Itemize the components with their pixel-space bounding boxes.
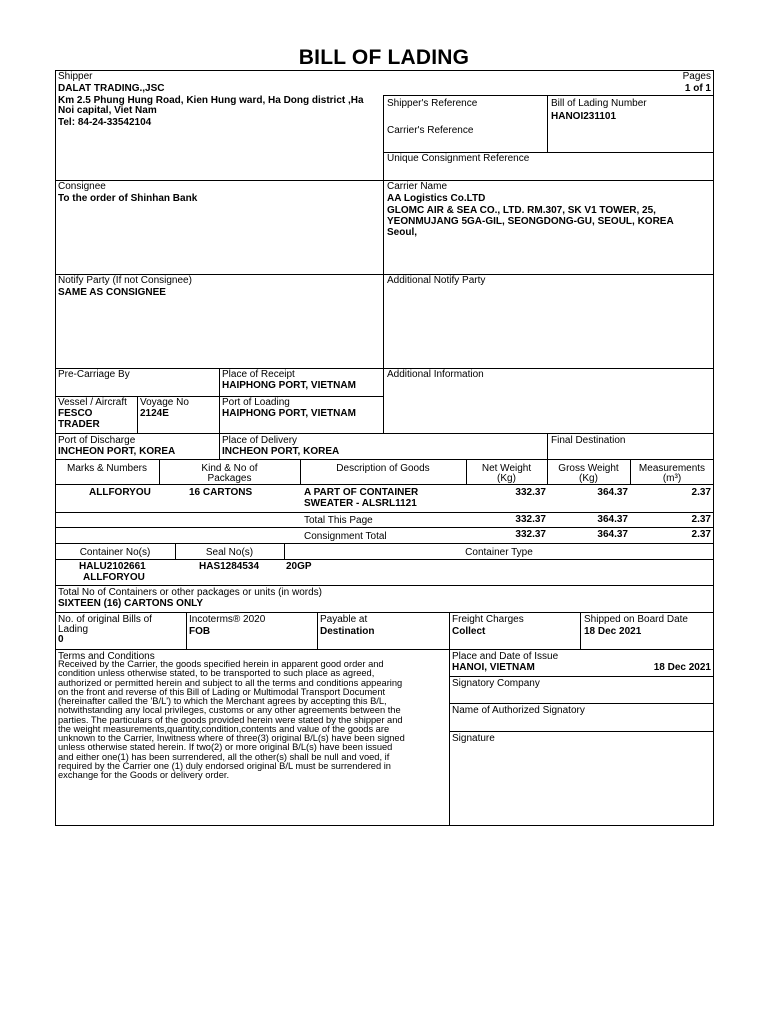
freight-charges-value: Collect xyxy=(452,626,486,637)
place-of-delivery-value: INCHEON PORT, KOREA xyxy=(222,446,340,457)
pages-value: 1 of 1 xyxy=(684,83,711,94)
goods-net-weight: 332.37 xyxy=(515,487,546,498)
terms-line: the weight measurements,quantity,condition,contents and value of the goods are xyxy=(58,723,390,734)
divider xyxy=(449,731,714,732)
goods-packages: 16 CARTONS xyxy=(189,487,253,498)
terms-line: condition unless otherwise stated, to be transported to such place as agreed, xyxy=(58,668,375,679)
divider xyxy=(55,512,714,513)
col-marks-header: Marks & Numbers xyxy=(66,463,147,474)
place-of-receipt-label: Place of Receipt xyxy=(222,369,295,380)
total-this-page-gross: 364.37 xyxy=(597,514,628,525)
notify-party-value: SAME AS CONSIGNEE xyxy=(58,287,166,298)
carrier-line3: YEONMUJANG 5GA-GIL, SEONGDONG-GU, SEOUL, KOREA xyxy=(387,216,674,227)
total-packages-label: Total No of Containers or other packages or units (in words) xyxy=(58,587,323,598)
originals-label-line2: Lading xyxy=(58,624,89,635)
payable-at-label: Payable at xyxy=(320,614,368,625)
goods-gross-weight: 364.37 xyxy=(597,487,628,498)
divider xyxy=(55,368,714,369)
terms-line: parties. The particulars of the goods provided herein were stated by the shipper and xyxy=(58,714,403,725)
divider xyxy=(55,585,714,586)
carrier-line2: GLOMC AIR & SEA CO., LTD. RM.307, SK V1 TOWER, 25, xyxy=(387,205,656,216)
bol-number-label: Bill of Lading Number xyxy=(551,98,647,109)
divider xyxy=(55,543,714,544)
pages-label: Pages xyxy=(682,71,711,82)
divider xyxy=(580,612,581,649)
voyage-value: 2124E xyxy=(140,408,169,419)
authorized-signatory-label: Name of Authorized Signatory xyxy=(452,705,585,716)
bol-number-value: HANOI231101 xyxy=(551,111,617,122)
place-of-delivery-label: Place of Delivery xyxy=(222,435,298,446)
consignment-total-net: 332.37 xyxy=(515,529,546,540)
divider xyxy=(449,703,714,704)
col-kind-header-line1: Kind & No of xyxy=(201,463,258,474)
divider xyxy=(137,396,138,434)
goods-description-line1: A PART OF CONTAINER xyxy=(304,487,419,498)
col-measurements-header-line2: (m³) xyxy=(662,473,682,484)
shipped-on-board-label: Shipped on Board Date xyxy=(584,614,688,625)
col-net-header-line1: Net Weight xyxy=(481,463,532,474)
col-gross-header-line2: (Kg) xyxy=(579,473,598,484)
final-destination-label: Final Destination xyxy=(551,435,626,446)
shipper-address-line1: Km 2.5 Phung Hung Road, Kien Hung ward, Ha Dong district ,Ha xyxy=(58,95,364,106)
seal-no-header: Seal No(s) xyxy=(205,547,254,558)
carrier-line1: AA Logistics Co.LTD xyxy=(387,193,486,204)
divider xyxy=(55,527,714,528)
vessel-line1: FESCO xyxy=(58,408,93,419)
incoterms-value: FOB xyxy=(189,626,211,637)
originals-label-line1: No. of original Bills of xyxy=(58,614,152,625)
notify-party-label: Notify Party (If not Consignee) xyxy=(58,275,192,286)
place-date-issue-label: Place and Date of Issue xyxy=(452,651,559,662)
signatory-company-label: Signatory Company xyxy=(452,678,540,689)
terms-body xyxy=(58,660,446,780)
additional-notify-label: Additional Notify Party xyxy=(387,275,486,286)
consignee-value: To the order of Shinhan Bank xyxy=(58,193,198,204)
seal-no-value: HAS1284534 xyxy=(199,561,260,572)
shippers-reference-label: Shipper's Reference xyxy=(387,98,478,109)
divider xyxy=(55,612,714,613)
place-of-issue-value: HANOI, VIETNAM xyxy=(452,662,535,673)
carrier-line4: Seoul, xyxy=(387,227,418,238)
divider xyxy=(55,433,714,434)
divider xyxy=(55,459,714,460)
divider xyxy=(547,95,548,152)
pre-carriage-label: Pre-Carriage By xyxy=(58,369,130,380)
divider xyxy=(383,274,384,434)
originals-value: 0 xyxy=(58,634,64,645)
port-of-loading-value: HAIPHONG PORT, VIETNAM xyxy=(222,408,356,419)
container-type-value: 20GP xyxy=(286,561,312,572)
port-of-discharge-label: Port of Discharge xyxy=(58,435,136,446)
divider xyxy=(186,612,187,649)
divider xyxy=(219,368,220,459)
col-description-header: Description of Goods xyxy=(336,463,430,474)
divider xyxy=(317,612,318,649)
divider xyxy=(449,612,450,826)
shipper-tel: Tel: 84-24-33542104 xyxy=(58,117,152,128)
consignment-total-label: Consignment Total xyxy=(304,531,387,542)
consignment-total-gross: 364.37 xyxy=(597,529,628,540)
carriers-reference-label: Carrier's Reference xyxy=(387,125,474,136)
total-this-page-label: Total This Page xyxy=(304,515,373,526)
terms-line: on the front and reverse of this Bill of Lading or Multimodal Transport Document xyxy=(58,686,386,697)
divider xyxy=(55,180,714,181)
goods-description-line2: SWEATER - ALSRL1121 xyxy=(304,498,417,509)
col-measurements-header-line1: Measurements xyxy=(638,463,706,474)
col-kind-header-line2: Packages xyxy=(207,473,252,484)
payable-at-value: Destination xyxy=(320,626,375,637)
goods-measurements: 2.37 xyxy=(691,487,711,498)
terms-line: authorized or permitted herein and subject to all the terms and conditions appearing xyxy=(58,677,403,688)
container-no-header: Container No(s) xyxy=(79,547,151,558)
total-packages-value: SIXTEEN (16) CARTONS ONLY xyxy=(58,598,204,609)
terms-line: notwithstanding any local privileges, customs or any other agreements between the xyxy=(58,705,401,716)
terms-line: unless otherwise stated herein. If two(2) or more original B/L(s) have been issued xyxy=(58,742,393,753)
vessel-line2: TRADER xyxy=(58,419,100,430)
terms-label: Terms and Conditions xyxy=(58,651,155,662)
divider xyxy=(547,433,548,459)
voyage-label: Voyage No xyxy=(140,397,189,408)
unique-ref-label: Unique Consignment Reference xyxy=(387,153,530,164)
col-gross-header-line1: Gross Weight xyxy=(558,463,619,474)
incoterms-label: Incoterms® 2020 xyxy=(189,614,266,625)
container-type-header: Container Type xyxy=(465,547,533,558)
terms-line: and either one(1) has been surrendered, all the other(s) shall be null and voed, if xyxy=(58,751,390,762)
date-of-issue-value: 18 Dec 2021 xyxy=(653,662,711,673)
terms-line: unknown to the Carrier, Inwitness where of three(3) original B/L(s) have been signed xyxy=(58,733,405,743)
shipper-label: Shipper xyxy=(58,71,93,82)
port-of-discharge-value: INCHEON PORT, KOREA xyxy=(58,446,176,457)
container-no-value: HALU2102661 xyxy=(79,561,146,572)
divider xyxy=(383,95,714,96)
shipped-on-board-value: 18 Dec 2021 xyxy=(584,626,642,637)
total-this-page-net: 332.37 xyxy=(515,514,546,525)
container-marks-value: ALLFORYOU xyxy=(83,572,145,583)
terms-line: exchange for the Goods or delivery order. xyxy=(58,770,230,780)
signature-label: Signature xyxy=(452,733,495,744)
total-this-page-measurements: 2.37 xyxy=(691,514,711,525)
carrier-name-label: Carrier Name xyxy=(387,181,448,192)
shipper-address-line2: Noi capital, Viet Nam xyxy=(58,105,157,116)
place-of-receipt-value: HAIPHONG PORT, VIETNAM xyxy=(222,380,356,391)
divider xyxy=(55,559,714,560)
port-of-loading-label: Port of Loading xyxy=(222,397,290,408)
col-net-header-line2: (Kg) xyxy=(497,473,516,484)
goods-marks: ALLFORYOU xyxy=(89,487,151,498)
shipper-name: DALAT TRADING.,JSC xyxy=(58,83,165,94)
consignment-total-measurements: 2.37 xyxy=(691,529,711,540)
divider xyxy=(449,676,714,677)
freight-charges-label: Freight Charges xyxy=(452,614,524,625)
terms-line: required by the Carrier one (1) duly endorsed original B/L must be surrendered in xyxy=(58,760,391,771)
document-title: BILL OF LADING xyxy=(298,46,470,69)
divider xyxy=(383,95,384,274)
consignee-label: Consignee xyxy=(58,181,106,192)
terms-line: (hereinafter called the 'B/L') to which the Merchant agrees by accepting this B/L, xyxy=(58,696,387,706)
divider xyxy=(55,649,714,650)
terms-line: Received by the Carrier, the goods specified herein in apparent good order and xyxy=(58,659,384,669)
vessel-label: Vessel / Aircraft xyxy=(58,397,127,408)
additional-info-label: Additional Information xyxy=(387,369,484,380)
